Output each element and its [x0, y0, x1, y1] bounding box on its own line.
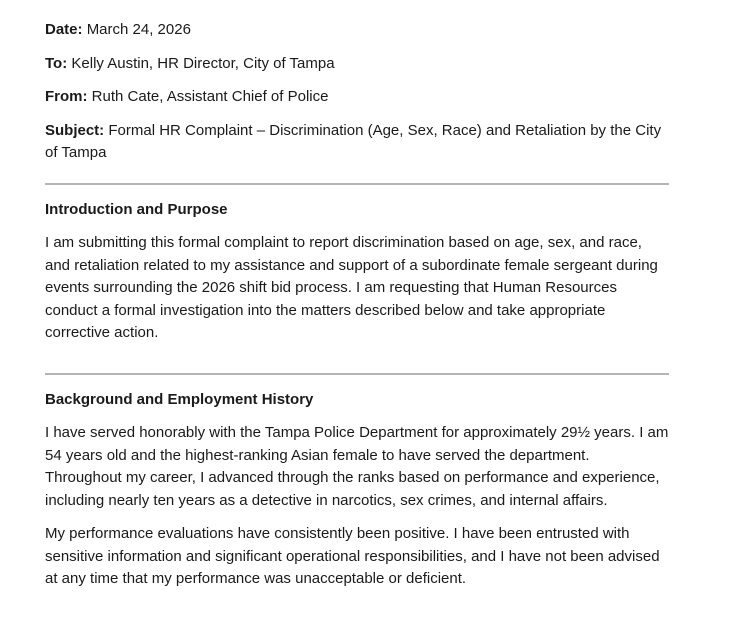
to-label: To: — [45, 54, 68, 72]
section-divider — [45, 373, 669, 375]
memo-from-line — [45, 86, 669, 109]
introduction-paragraph: I am submitting this formal complaint to report discrimination based on age, sex, and race, and retaliation related to my assistance and support of a subordinate female sergeant during events surrounding the 2026 shift bid process. I am requesting that Human Resources conduct a formal investigation into the matters described below and take appropriate corrective action. — [45, 234, 658, 341]
from-value: Ruth Cate, Assistant Chief of Police — [91, 88, 329, 105]
section-heading-introduction: Introduction and Purpose — [45, 200, 228, 218]
memo-document — [45, 19, 669, 591]
date-value: March 24, 2026 — [86, 21, 191, 38]
memo-subject-line — [45, 120, 669, 165]
subject-label: Subject: — [45, 121, 105, 139]
section-heading-background: Background and Employment History — [45, 390, 314, 408]
background-paragraph-1: I have served honorably with the Tampa Police Department for approximately 29½ years. I am 54 years old and the highest-ranking Asian female to have served the department. Throughout my career, I advanced through the ranks based on performance and experience, including nearly ten years as a detective in narcotics, sex crimes, and internal affairs. — [45, 424, 669, 509]
to-value: Kelly Austin, HR Director, City of Tampa — [71, 54, 335, 72]
date-label: Date: — [45, 21, 83, 38]
from-label: From: — [45, 88, 88, 105]
background-paragraph-2: My performance evaluations have consistently been positive. I have been entrusted with sensitive information and significant operational responsibilities, and I have not been advised at any time that my performance was unacceptable or deficient. — [45, 525, 660, 587]
memo-to-line — [45, 53, 669, 76]
section-divider — [45, 183, 669, 185]
subject-value: Formal HR Complaint – Discrimination (Age, Sex, Race) and Retaliation by the City of Tampa — [45, 121, 662, 161]
memo-date-line — [45, 19, 669, 42]
